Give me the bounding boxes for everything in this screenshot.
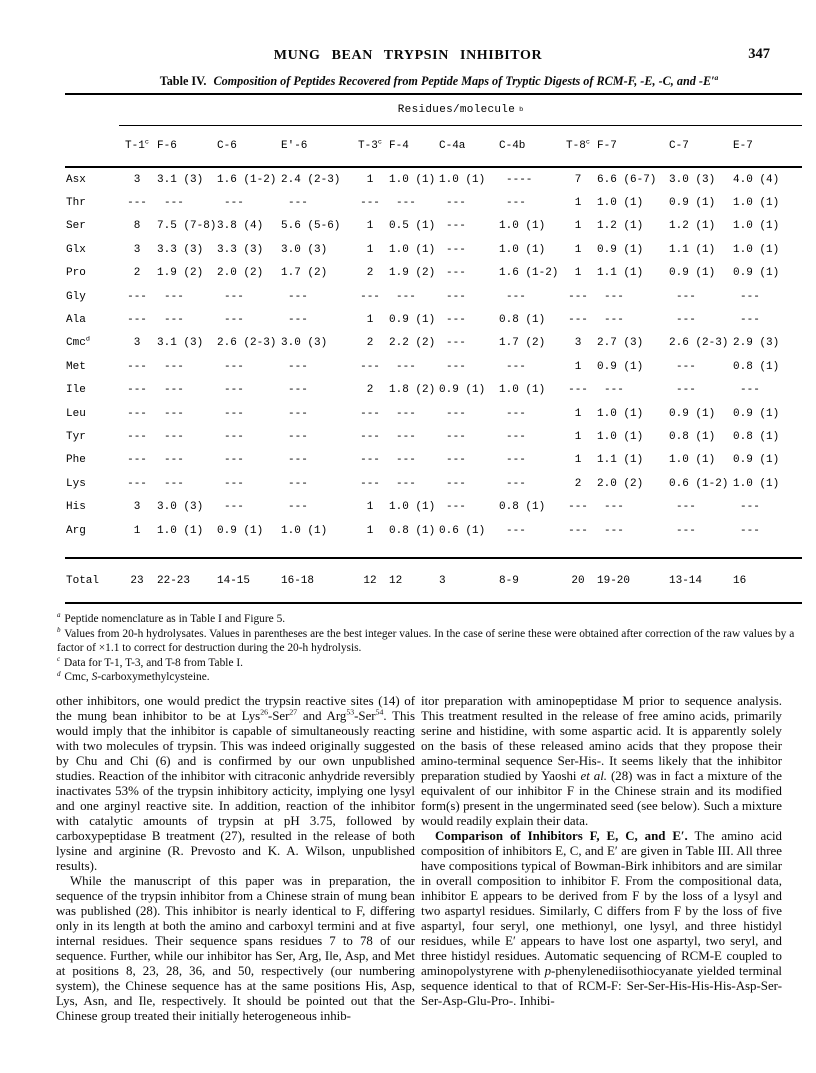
table-cell: --- [396, 407, 416, 420]
table-row [65, 402, 802, 425]
row-label: Ala [66, 314, 86, 327]
table-cell: --- [127, 360, 147, 373]
table-cell: 0.8 (1) [499, 501, 546, 514]
column-header: F-4 [389, 140, 409, 152]
footnote: $^c$ Data for T-1, T-3, and T-8 from Table I. [57, 654, 243, 669]
table-cell: 1.0 (1) [281, 524, 328, 537]
table-cell: --- [676, 290, 696, 303]
total-cell: 16-18 [281, 574, 315, 587]
table-cell: --- [164, 454, 184, 467]
table-cell: 3.0 (3) [157, 501, 204, 514]
table-cell: --- [446, 430, 466, 443]
row-label: His [66, 501, 86, 514]
table-cell: --- [288, 197, 308, 210]
table-cell: 6.6 (6-7) [597, 173, 657, 186]
table-cell: 3.8 (4) [217, 220, 264, 233]
table-cell: 0.8 (1) [389, 524, 436, 537]
table-cell: 1.6 (1-2) [499, 267, 559, 280]
table-cell: --- [288, 454, 308, 467]
table-iv [65, 93, 802, 604]
table-cell: 3.3 (3) [217, 243, 264, 256]
table-cell: --- [360, 430, 380, 443]
table-cell: 2.0 (2) [597, 477, 644, 490]
table-cell: --- [446, 454, 466, 467]
column-header: E-7 [733, 140, 753, 152]
table-cell: --- [568, 384, 588, 397]
table-cell: 0.9 (1) [389, 314, 436, 327]
table-cell: 0.8 (1) [733, 430, 780, 443]
table-cell: 1.0 (1) [733, 197, 780, 210]
table-cell: --- [224, 407, 244, 420]
total-row [65, 559, 802, 602]
table-cell: 1 [574, 220, 582, 233]
table-cell: 5.6 (5-6) [281, 220, 341, 233]
row-label: Ser [66, 220, 86, 233]
table-row [65, 191, 802, 214]
table-cell: --- [288, 501, 308, 514]
total-label: Total [66, 574, 100, 587]
table-cell: 2 [133, 267, 141, 280]
table-cell: 1.9 (2) [389, 267, 436, 280]
table-cell: 1.0 (1) [439, 173, 486, 186]
table-cell: 1.0 (1) [669, 454, 716, 467]
table-cell: --- [288, 430, 308, 443]
row-label: Glx [66, 243, 86, 256]
table-cell: --- [360, 197, 380, 210]
row-label: Pro [66, 267, 86, 280]
table-row [65, 238, 802, 261]
table-footnotes [57, 612, 800, 685]
column-header: C-4b [499, 140, 526, 152]
row-label: Phe [66, 454, 86, 467]
table-cell: 1.0 (1) [597, 430, 644, 443]
table-cell: 1 [366, 524, 374, 537]
table-cell: 1 [574, 243, 582, 256]
table-cell: 1 [366, 314, 374, 327]
table-cell: --- [506, 430, 526, 443]
table-cell: --- [224, 290, 244, 303]
table-cell: 0.8 (1) [669, 430, 716, 443]
table-caption-title: Composition of Peptides Recovered from Peptide Maps of Tryptic Digests of RCM-F, -E, -C, and -E′ [213, 74, 715, 88]
table-cell: --- [360, 360, 380, 373]
table-cell: 1 [574, 430, 582, 443]
table-cell: 1.0 (1) [389, 243, 436, 256]
table-cell: --- [446, 243, 466, 256]
table-cell: --- [446, 337, 466, 350]
table-cell: --- [506, 360, 526, 373]
table-header-row [65, 126, 802, 166]
table-row [65, 425, 802, 448]
table-cell: 2.7 (3) [597, 337, 644, 350]
table-cell: --- [360, 407, 380, 420]
table-cell: --- [506, 454, 526, 467]
table-cell: --- [604, 524, 624, 537]
table-row [65, 168, 802, 191]
table-cell: --- [224, 384, 244, 397]
table-cell: 1.0 (1) [733, 477, 780, 490]
column-header: T-8$^c$ [566, 138, 590, 152]
column-header: C-6 [217, 140, 237, 152]
table-cell: --- [506, 477, 526, 490]
table-cell: 0.9 (1) [217, 524, 264, 537]
table-cell: --- [224, 197, 244, 210]
spanner-label: Residues/molecule [397, 104, 516, 116]
table-cell: 2.6 (2-3) [217, 337, 277, 350]
page-number: 347 [748, 46, 770, 62]
total-cell: 22-23 [157, 574, 191, 587]
table-cell: --- [568, 524, 588, 537]
table-row [65, 472, 802, 495]
table-cell: --- [127, 197, 147, 210]
table-cell: 1.6 (1-2) [217, 173, 277, 186]
table-cell: 0.9 (1) [669, 267, 716, 280]
table-cell: --- [396, 360, 416, 373]
total-cell: 8-9 [499, 574, 519, 587]
total-cell: 13-14 [669, 574, 703, 587]
table-cell: --- [288, 290, 308, 303]
table-cell: --- [396, 197, 416, 210]
table-cell: 1.0 (1) [733, 220, 780, 233]
table-cell: --- [568, 290, 588, 303]
row-label: Thr [66, 197, 86, 210]
row-label: Arg [66, 524, 86, 537]
table-cell: 1 [574, 267, 582, 280]
row-label: Gly [66, 290, 86, 303]
table-cell: 2.4 (2-3) [281, 173, 341, 186]
table-cell: 1.0 (1) [389, 501, 436, 514]
body-paragraph: other inhibitors, one would predict the trypsin reactive sites (14) of the mung bean inhibitor to be at Lys$^{26}$-Ser$^{27}$ and Arg$^{53}$-Ser$^{54}$. This would imply that the inhibitor is capable of simultaneously reacting with two molecules of trypsin. This was indeed originally suggested by Chu and Chi (6) and is confirmed by our own unpublished studies. Reaction of the inhibitor with citraconic anhydride reversibly inactivates 53% of the trypsin inhibitory acticity, implying one lysyl and one arginyl reactive site. In addition, reaction of the inhibitor with catalytic amounts of trypsin at pH 3.75, followed by carboxypeptidase B treatment (27), resulted in the release of both lysine and arginine (R. Prevosto and K. A. Wilson, unpublished results). [56, 694, 415, 873]
total-cell: 14-15 [217, 574, 251, 587]
table-cell: 0.6 (1-2) [669, 477, 729, 490]
table-body [65, 168, 802, 542]
table-cell: --- [740, 314, 760, 327]
table-cell: 3 [574, 337, 582, 350]
table-cell: --- [224, 501, 244, 514]
table-cell: 2 [574, 477, 582, 490]
table-cell: --- [127, 477, 147, 490]
table-cell: --- [288, 314, 308, 327]
table-cell: 3.3 (3) [157, 243, 204, 256]
table-cell: 1 [574, 407, 582, 420]
table-cell: 1.2 (1) [669, 220, 716, 233]
column-header: E'-6 [281, 140, 308, 152]
table-cell: 1 [574, 454, 582, 467]
footnote: $^b$ Values from 20-h hydrolysates. Values in parentheses are the best integer values. In the case of serine these were obtained after correction of the raw values by a factor of ×1.1 to correct for destruction during the 20-h hydrolysis. [57, 625, 795, 655]
table-cell: --- [396, 430, 416, 443]
table-cell: 3.1 (3) [157, 337, 204, 350]
row-label: Leu [66, 407, 86, 420]
table-cell: --- [288, 477, 308, 490]
table-cell: 0.6 (1) [439, 524, 486, 537]
table-cell: --- [604, 290, 624, 303]
table-cell: 4.0 (4) [733, 173, 780, 186]
table-cell: --- [164, 430, 184, 443]
body-paragraph: itor preparation with aminopeptidase M prior to sequence analysis. This treatment resulted in the release of free amino acids, primarily serine and histidine, with some aspartic acid. It is apparently solely on the basis of these released amino acids that they propose their amino-terminal sequence Ser-His-. It seems likely that the inhibitor preparation studied by Yaoshi et al. (28) was in fact a mixture of the equivalent of our inhibitor F in the Chinese strain and its modified form(s) present in the ungerminated seed (see below). Such a mixture would readily explain their data. [421, 694, 782, 828]
table-cell: --- [164, 384, 184, 397]
table-cell: --- [568, 314, 588, 327]
total-cell: 19-20 [597, 574, 631, 587]
table-caption-label: Table IV. [159, 74, 207, 88]
table-cell: 3.0 (3) [281, 243, 328, 256]
running-head: MUNG BEAN TRYPSIN INHIBITOR [273, 48, 543, 63]
table-cell: 3 [133, 501, 141, 514]
table-cell: ---- [506, 173, 533, 186]
table-cell: --- [164, 290, 184, 303]
table-row [65, 495, 802, 518]
body-paragraph: Comparison of Inhibitors F, E, C, and E′. The amino acid composition of inhibitors E, C, and E′ are given in Table III. All three have compositions typical of Bowman-Birk inhibitors and are similar in overall composition to inhibitor F. From the compositional data, inhibitor E appears to be derived from F by the loss of a lysyl and two aspartyl residues. Similarly, C differs from F by the loss of five aspartyl, four seryl, one methionyl, one lysyl, and three histidyl residues, while E′ appears to have lost one aspartyl, two seryl, and three histidyl residues. Automatic sequencing of RCM-E coupled to aminopolystyrene with p-phenylenediisothiocyanate yielded terminal sequence identical to that of RCM-F: Ser-Ser-His-His-His-Asp-Ser-Ser-Asp-Glu-Pro-. Inhibi- [421, 829, 782, 1008]
table-cell: 1 [366, 220, 374, 233]
table-cell: 3 [133, 173, 141, 186]
table-row [65, 308, 802, 331]
table-cell: --- [224, 454, 244, 467]
footnote: $^a$ Peptide nomenclature as in Table I and Figure 5. [57, 611, 286, 625]
table-cell: 0.5 (1) [389, 220, 436, 233]
table-cell: 2 [366, 384, 374, 397]
table-cell: 8 [133, 220, 141, 233]
table-cell: --- [164, 477, 184, 490]
table-cell: 0.8 (1) [733, 360, 780, 373]
table-cell: 1 [366, 173, 374, 186]
table-cell: --- [164, 360, 184, 373]
table-bottom-rule [65, 602, 802, 604]
table-cell: 1.1 (1) [597, 454, 644, 467]
total-cell: 20 [571, 574, 585, 587]
row-label: Lys [66, 477, 86, 490]
table-cell: --- [506, 197, 526, 210]
table-cell: 3.0 (3) [281, 337, 328, 350]
table-cell: --- [446, 477, 466, 490]
total-cell: 16 [733, 574, 747, 587]
table-cell: 1 [574, 197, 582, 210]
table-cell: 1.7 (2) [281, 267, 328, 280]
table-row [65, 449, 802, 472]
table-cell: --- [446, 314, 466, 327]
table-row [65, 332, 802, 355]
table-cell: --- [164, 197, 184, 210]
table-cell: --- [506, 290, 526, 303]
table-cell: --- [127, 407, 147, 420]
table-cell: --- [740, 501, 760, 514]
table-cell: --- [288, 384, 308, 397]
table-cell: --- [676, 501, 696, 514]
table-cell: --- [288, 360, 308, 373]
table-cell: --- [506, 407, 526, 420]
table-cell: 1.2 (1) [597, 220, 644, 233]
table-row [65, 379, 802, 402]
row-label: Cmc$^d$ [66, 335, 90, 350]
table-cell: --- [360, 454, 380, 467]
table-row [65, 285, 802, 308]
table-spanner: Residues/molecule b [397, 104, 524, 116]
table-cell: --- [288, 407, 308, 420]
table-cell: --- [224, 477, 244, 490]
table-caption-footnote-mark: a [714, 72, 719, 82]
table-cell: 2.0 (2) [217, 267, 264, 280]
table-caption [90, 74, 788, 89]
table-cell: 1.0 (1) [157, 524, 204, 537]
row-label: Tyr [66, 430, 86, 443]
table-cell: --- [676, 524, 696, 537]
table-cell: --- [164, 314, 184, 327]
table-cell: --- [360, 477, 380, 490]
table-cell: 7 [574, 173, 582, 186]
table-cell: 0.9 (1) [597, 243, 644, 256]
total-cell: 12 [363, 574, 377, 587]
table-row [65, 519, 802, 542]
row-label: Ile [66, 384, 86, 397]
table-cell: 1.8 (2) [389, 384, 436, 397]
row-label: Asx [66, 173, 86, 186]
table-cell: --- [740, 290, 760, 303]
table-cell: 0.9 (1) [669, 407, 716, 420]
table-cell: --- [396, 454, 416, 467]
table-cell: --- [396, 477, 416, 490]
table-cell: 1.1 (1) [669, 243, 716, 256]
total-cell: 23 [130, 574, 144, 587]
table-cell: 1 [133, 524, 141, 537]
table-cell: 0.9 (1) [669, 197, 716, 210]
table-cell: --- [127, 454, 147, 467]
table-cell: 1.0 (1) [597, 407, 644, 420]
table-cell: 1.7 (2) [499, 337, 546, 350]
left-column [56, 694, 415, 1024]
table-cell: 0.9 (1) [733, 267, 780, 280]
table-row [65, 262, 802, 285]
table-cell: --- [604, 314, 624, 327]
table-cell: --- [224, 430, 244, 443]
table-row [65, 355, 802, 378]
table-cell: 0.9 (1) [597, 360, 644, 373]
table-cell: 0.9 (1) [733, 454, 780, 467]
table-cell: --- [604, 501, 624, 514]
table-cell: 3.0 (3) [669, 173, 716, 186]
table-cell: --- [676, 314, 696, 327]
table-cell: 1.0 (1) [597, 197, 644, 210]
total-cell: 12 [389, 574, 403, 587]
table-cell: 1.1 (1) [597, 267, 644, 280]
table-cell: 1.0 (1) [499, 243, 546, 256]
body-paragraph: While the manuscript of this paper was in preparation, the sequence of the trypsin inhibitor from a Chinese strain of mung bean was published (28). This inhibitor is nearly identical to F, differing only in its length at both the amino and carboxyl termini and at five internal residues. Their sequence spans residues 7 to 78 of our sequence. Further, while our inhibitor has Ser, Arg, Ile, Asp, and Met at positions 8, 23, 28, 36, and 50, respectively (our numbering system), the Chinese sequence has at the same positions His, Asp, Lys, Asn, and Ile, respectively. It should be pointed out that the Chinese group treated their initially heterogeneous inhib- [56, 874, 415, 1023]
table-cell: 1.0 (1) [733, 243, 780, 256]
table-cell: --- [127, 384, 147, 397]
table-cell: 2.6 (2-3) [669, 337, 729, 350]
table-cell: --- [127, 430, 147, 443]
footnote: $^d$ Cmc, S-carboxymethylcysteine. [57, 669, 210, 684]
table-cell: --- [676, 384, 696, 397]
table-cell: --- [446, 407, 466, 420]
table-cell: 1.0 (1) [499, 384, 546, 397]
right-column [421, 694, 782, 1009]
table-cell: 2 [366, 337, 374, 350]
table-cell: --- [127, 290, 147, 303]
column-header: T-1$^c$ [125, 138, 149, 152]
table-cell: 2.2 (2) [389, 337, 436, 350]
table-cell: 3 [133, 337, 141, 350]
table-cell: 1.0 (1) [499, 220, 546, 233]
table-cell: 1 [366, 243, 374, 256]
table-cell: --- [740, 384, 760, 397]
table-cell: 2 [366, 267, 374, 280]
table-cell: 1 [574, 360, 582, 373]
row-label: Met [66, 360, 86, 373]
table-cell: --- [446, 197, 466, 210]
column-header: C-4a [439, 140, 466, 152]
table-cell: --- [224, 360, 244, 373]
table-cell: 1 [366, 501, 374, 514]
column-header: C-7 [669, 140, 689, 152]
table-cell: 1.0 (1) [389, 173, 436, 186]
table-cell: --- [446, 267, 466, 280]
table-cell: 0.9 (1) [439, 384, 486, 397]
column-header: F-7 [597, 140, 617, 152]
table-cell: --- [676, 360, 696, 373]
table-cell: 0.9 (1) [733, 407, 780, 420]
table-cell: 1.9 (2) [157, 267, 204, 280]
table-cell: --- [396, 290, 416, 303]
table-cell: --- [446, 220, 466, 233]
table-cell: --- [446, 290, 466, 303]
column-header: F-6 [157, 140, 177, 152]
total-cell: 3 [439, 574, 446, 587]
table-cell: --- [127, 314, 147, 327]
table-cell: 7.5 (7-8) [157, 220, 217, 233]
table-cell: --- [224, 314, 244, 327]
table-cell: --- [506, 524, 526, 537]
running-head-row [0, 46, 816, 64]
table-row [65, 215, 802, 238]
column-header: T-3$^c$ [358, 138, 382, 152]
table-cell: --- [164, 407, 184, 420]
table-cell: 3 [133, 243, 141, 256]
table-cell: --- [446, 501, 466, 514]
table-cell: --- [360, 290, 380, 303]
table-cell: --- [604, 384, 624, 397]
table-cell: 3.1 (3) [157, 173, 204, 186]
table-cell: 2.9 (3) [733, 337, 780, 350]
table-cell: 0.8 (1) [499, 314, 546, 327]
table-cell: --- [446, 360, 466, 373]
table-cell: --- [740, 524, 760, 537]
table-cell: --- [568, 501, 588, 514]
